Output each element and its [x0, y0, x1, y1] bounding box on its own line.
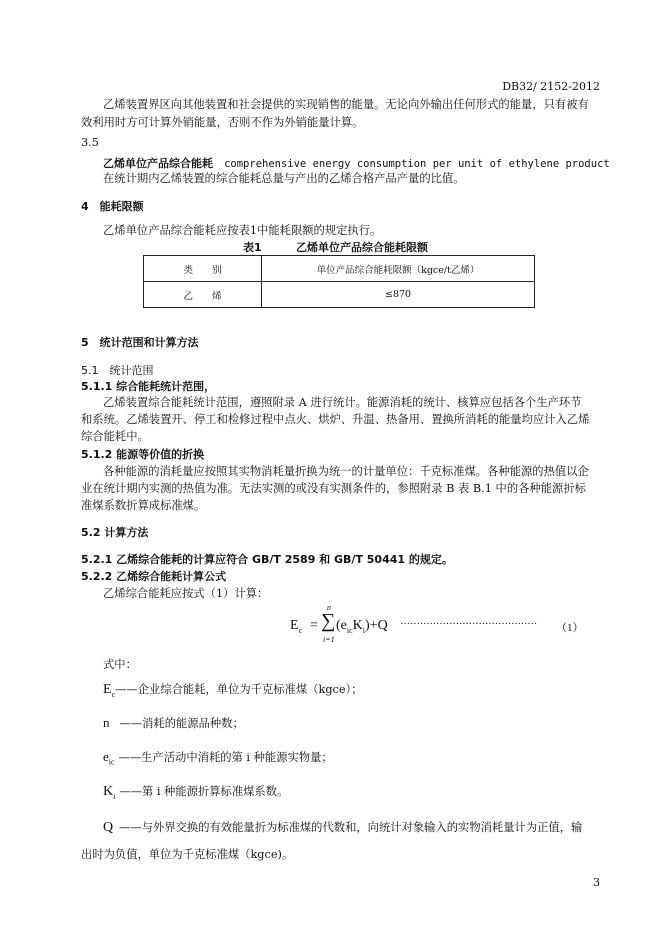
- clause-5-1-2-para-line-3: 准煤系数折算成标准煤。: [81, 499, 206, 512]
- symbol-q-definition: Q ——与外界交换的有效能量折为标准煤的代数和，向统计对象输入的实物消耗量计为正值，输: [103, 820, 583, 835]
- term-title: [103, 152, 610, 171]
- clause-5-1-1-para-line-3: 综合能耗中。: [81, 430, 149, 443]
- symbol-n-definition: n ——消耗的能源品种数；: [103, 715, 244, 730]
- formula-lhs: $E_c$: [290, 618, 303, 635]
- symbol-q: Q: [103, 820, 114, 835]
- clause-5-1-2-para-line-2: 业在统计期内实测的热值为准。无法实测的或没有实测条件的，参照附录 B 表 B.1 中的各种能源折标: [81, 482, 586, 495]
- formula-leader-dots: ··········································: [400, 618, 538, 630]
- document-code: DB32/ 2152-2012: [502, 80, 600, 93]
- sum-symbol: ∑: [321, 610, 336, 632]
- formula-1: [290, 603, 590, 644]
- clause-5-1-heading: 5.1 统计范围: [81, 364, 154, 377]
- symbol-ki: $K_i$: [103, 784, 116, 801]
- clause-5-1-1-para-line-2: 和系统。乙烯装置开、停工和检修过程中点火、烘炉、升温、热备用、置换所消耗的能量均应计入乙烯: [81, 413, 590, 426]
- table-1-caption-title: 乙烯单位产品综合能耗限额: [296, 241, 428, 254]
- symbol-n: n: [103, 715, 110, 730]
- table-header-category: 类 别: [144, 256, 262, 282]
- clause-5-2-heading: 5.2 计算方法: [81, 526, 149, 539]
- section-4-text: 乙烯单位产品综合能耗应按表1中能耗限额的规定执行。: [103, 224, 382, 237]
- table-cell-limit: ≤870: [262, 282, 535, 308]
- sum-lower-limit: i=1: [323, 635, 335, 644]
- clause-5-2-2-heading: 5.2.2 乙烯综合能耗计算公式: [81, 570, 227, 583]
- sum-upper-limit: n: [327, 603, 331, 612]
- intro-line-1: 乙烯装置界区向其他装置和社会提供的实现销售的能量。无论向外输出任何形式的能量，只有被有: [103, 98, 589, 111]
- formula-equals: =: [310, 618, 318, 633]
- symbol-eic-definition: $e_{ic}$ ——生产活动中消耗的第 i 种能源实物量；: [103, 749, 333, 767]
- clause-5-1-2-para-line-1: 各种能源的消耗量应按照其实物消耗量折换为统一的计量单位：千克标准煤。各种能源的热值以企: [103, 465, 589, 478]
- clause-5-1-1-heading: 5.1.1 综合能耗统计范围，: [81, 380, 216, 393]
- symbol-ec: $E_c$: [103, 682, 116, 699]
- intro-line-2: 效利用时方可计算外销能量，否则不作为外销能量计算。: [81, 116, 364, 129]
- clause-5-1-1-para-line-1: 乙烯装置综合能耗统计范围，遵照附录 A 进行统计。能源消耗的统计、核算应包括各个生产环节: [103, 396, 582, 409]
- term-title-cn: 乙烯单位产品综合能耗: [103, 157, 213, 170]
- table-row: [144, 282, 535, 308]
- table-header-row: [144, 256, 535, 282]
- term-title-en: comprehensive energy consumption per unit of ethylene product: [224, 158, 610, 170]
- section-5-heading: 5 统计范围和计算方法: [81, 336, 199, 349]
- symbol-ki-definition: $K_i$ ——第 i 种能源折算标准煤系数。: [103, 784, 289, 801]
- clause-5-2-2-text: 乙烯综合能耗应按式（1）计算：: [103, 587, 269, 600]
- formula-number: （1）: [556, 622, 584, 634]
- page-number: 3: [592, 876, 600, 889]
- symbol-ec-definition: $E_c——$企业综合能耗，单位为千克标准煤（kgce）；: [103, 682, 363, 699]
- table-header-limit: 单位产品综合能耗限额（kgce/t乙烯）: [262, 256, 535, 282]
- clause-number-3-5: 3.5: [81, 136, 99, 149]
- clause-5-2-1-heading: 5.2.1 乙烯综合能耗的计算应符合 GB/T 2589 和 GB/T 50441 的规定。: [81, 553, 453, 566]
- where-label: 式中：: [103, 658, 137, 671]
- table-1-caption-number: 表1: [243, 241, 262, 254]
- term-definition: 在统计期内乙烯装置的综合能耗总量与产出的乙烯合格产品产量的比值。: [103, 172, 465, 185]
- clause-5-1-2-heading: 5.1.2 能源等价值的折换: [81, 448, 205, 461]
- table-1: [143, 255, 535, 308]
- table-cell-category: 乙 烯: [144, 282, 262, 308]
- symbol-q-definition-cont: 出时为负值，单位为千克标准煤（kgce)。: [81, 848, 294, 861]
- section-4-heading: 4 能耗限额: [81, 200, 144, 213]
- formula-body: $(e_{ic}K_i)+Q$: [336, 618, 388, 635]
- symbol-eic: $e_{ic}$: [103, 749, 115, 767]
